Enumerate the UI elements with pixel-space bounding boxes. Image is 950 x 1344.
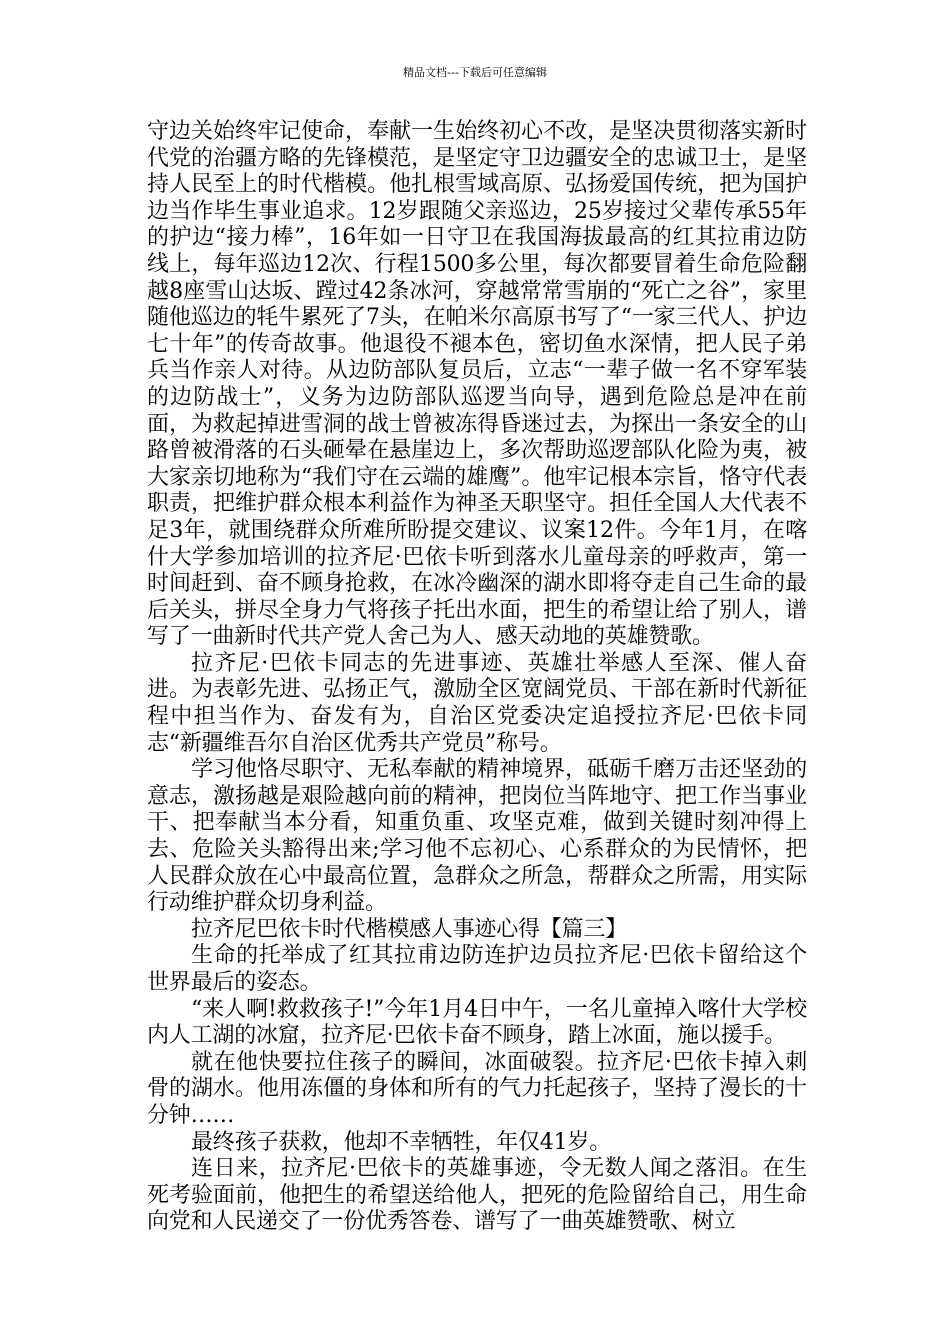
paragraph-2: 拉齐尼·巴依卡同志的先进事迹、英雄壮举感人至深、催人奋进。为表彰先进、弘扬正气，激励全区宽阔党员、干部在新时代新征程中担当作为、奋发有为，自治区党委决定追授拉齐尼·巴依卡同志“新疆维吾尔自治区优秀共产党员”称号。 [147, 650, 807, 756]
paragraph-6: “来人啊!救救孩子!”今年1月4日中午，一名儿童掉入喀什大学校内人工湖的冰窟，拉齐尼·巴依卡奋不顾身，踏上冰面，施以援手。 [147, 996, 807, 1049]
paragraph-9: 连日来，拉齐尼·巴依卡的英雄事迹，令无数人闻之落泪。在生死考验面前，他把生的希望送给他人，把死的危险留给自己，用生命向党和人民递交了一份优秀答卷、谱写了一曲英雄赞歌、树立 [147, 1156, 807, 1235]
section-heading: 拉齐尼巴依卡时代楷模感人事迹心得【篇三】 [191, 916, 628, 942]
paragraph-3: 学习他恪尽职守、无私奉献的精神境界，砥砺千磨万击还坚劲的意志，激扬越是艰险越向前的精神，把岗位当阵地守、把工作当事业干、把奉献当本分看，知重负重、攻坚克难，做到关键时刻冲得上去、危险关头豁得出来;学习他不忘初心、心系群众的为民情怀，把人民群众放在心中最高位置，急群众之所急，帮群众之所需，用实际行动维护群众切身利益。 [147, 757, 807, 916]
page-header: 精品文档---下载后可任意编辑 [403, 66, 547, 79]
document-body [147, 119, 807, 1236]
paragraph-7: 就在他快要拉住孩子的瞬间，冰面破裂。拉齐尼·巴依卡掉入刺骨的湖水。他用冻僵的身体和所有的气力托起孩子，坚持了漫长的十分钟…… [147, 1049, 807, 1128]
paragraph-5: 生命的托举成了红其拉甫边防连护边员拉齐尼·巴依卡留给这个世界最后的姿态。 [147, 943, 807, 995]
paragraph-1: 守边关始终牢记使命，奉献一生始终初心不改，是坚决贯彻落实新时代党的治疆方略的先锋模范，是坚定守卫边疆安全的忠诚卫士，是坚持人民至上的时代楷模。他扎根雪域高原、弘扬爱国传统，把为国护边当作毕生事业追求。12岁跟随父亲巡边，25岁接过父辈传承55年的护边“接力棒”，16年如一日守卫在我国海拔最高的红其拉甫边防线上，每年巡边12次、行程1500多公里，每次都要冒着生命危险翻越8座雪山达坂、蹚过42条冰河，穿越常常雪崩的“死亡之谷”，家里随他巡边的牦牛累死了7头，在帕米尔高原书写了“一家三代人、护边七十年”的传奇故事。他退役不褪本色，密切鱼水深情，把人民子弟兵当作亲人对待。从边防部队复员后，立志“一辈子做一名不穿军装的边防战士”，义务为边防部队巡逻当向导，遇到危险总是冲在前面，为救起掉进雪洞的战士曾被冻得昏迷过去，为探出一条安全的山路曾被滑落的石头砸晕在悬崖边上，多次帮助巡逻部队化险为夷，被大家亲切地称为“我们守在云端的雄鹰”。他牢记根本宗旨，恪守代表职责，把维护群众根本利益作为神圣天职坚守。担任全国人大代表不足3年，就围绕群众所难所盼提交建议、议案12件。今年1月，在喀什大学参加培训的拉齐尼·巴依卡听到落水儿童母亲的呼救声，第一时间赶到、奋不顾身抢救，在冰冷幽深的湖水即将夺走自己生命的最后关头，拼尽全身力气将孩子托出水面，把生的希望让给了别人，谱写了一曲新时代共产党人舍己为人、感天动地的英雄赞歌。 [147, 119, 807, 650]
paragraph-8: 最终孩子获救，他却不幸牺牲，年仅41岁。 [191, 1129, 611, 1155]
